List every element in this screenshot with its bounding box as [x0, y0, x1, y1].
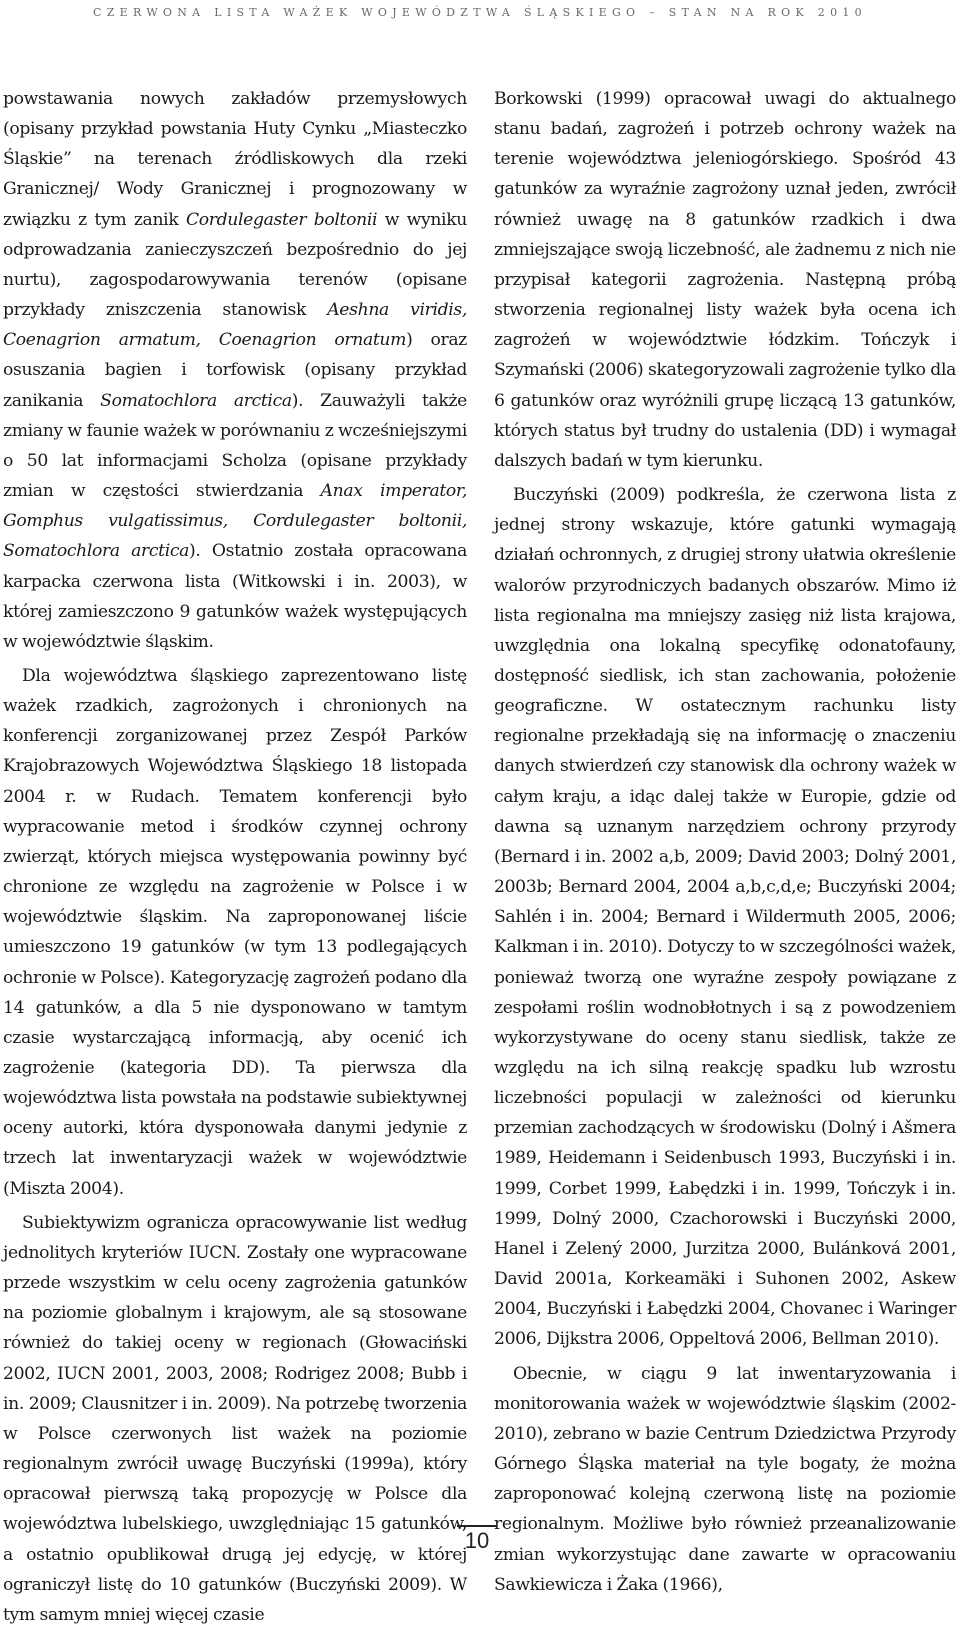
- left-column: [3, 84, 467, 1634]
- paragraph: Subiektywizm ogranicza opracowywanie list według jednolitych kryteriów IUCN. Zostały one wypracowane przede wszystkim w celu oceny zagrożenia gatunków na poziomie globalnym i krajowym, ale są stosowane również do takiej oceny w regionach (Głowaciński 2002, IUCN 2001, 2003, 2008; Rodrigez 2008; Bubb i in. 2009; Clausnitzer i in. 2009). Na potrzebę tworzenia w Polsce czerwonych list ważek na poziomie regionalnym zwrócił uwagę Buczyński (1999a), który opracował pierwszą taką propozycję w Polsce dla województwa lubelskiego, uwzględniając 15 gatunków, a ostatnio opublikował drugą jej edycję, w której ograniczył listę do 10 gatunków (Buczyński 2009). W tym samym mniej więcej czasie: [3, 1212, 467, 1625]
- page-number: 10: [464, 1528, 490, 1553]
- running-header: CZERWONA LISTA WAŻEK WOJEWÓDZTWA ŚLĄSKIEGO – STAN NA ROK 2010: [93, 6, 867, 19]
- text-run: ) oraz osuszania bagien i torfowisk (opisany przykład zanikania: [3, 330, 468, 411]
- paragraph: Obecnie, w ciągu 9 lat inwentaryzowania i monitorowania ważek w województwie śląskim (2002-2010), zebrano w bazie Centrum Dziedzictwa Przyrody Górnego Śląska materiał na tyle bogaty, że można zaproponować kolejną czerwoną listę na poziomie regionalnym. Możliwe było również przeanalizowanie zmian wykorzystując dane zawarte w opracowaniu Sawkiewicza i Żaka (1966),: [494, 1363, 956, 1595]
- paragraph: Dla województwa śląskiego zaprezentowano listę ważek rzadkich, zagrożonych i chronionych na konferencji zorganizowanej przez Zespół Parków Krajobrazowych Województwa Śląskiego 18 listopada 2004 r. w Rudach. Tematem konferencji było wypracowanie metod i środków czynnej ochrony zwierząt, których miejsca występowania powinny być chronione ze względu na zagrożenie w Polsce i w województwie śląskim. Na zaproponowanej liście umieszczono 19 gatunków (w tym 13 podlegających ochronie w Polsce). Kategoryzację zagrożeń podano dla 14 gatunków, a dla 5 nie dysponowano w tamtym czasie wystarczającą informacją, aby ocenić ich zagrożenie (kategoria DD). Ta pierwsza dla województwa lista powstała na podstawie subiektywnej oceny autorki, która dysponowała danymi jedynie z trzech lat inwentaryzacji ważek w województwie (Miszta 2004).: [3, 665, 467, 1199]
- species-name: Cordulegaster boltonii: [185, 209, 378, 230]
- species-name: Aeshna viridis, Coenagrion armatum, Coenagrion ornatum: [3, 300, 467, 351]
- right-column: [494, 84, 956, 1604]
- species-name: Somatochlora arctica: [100, 390, 292, 411]
- text-run: ). Zauważyli także zmiany w faunie ważek w porównaniu z wcześniejszymi o 50 lat informacjami Scholza (opisane przykłady zmian w częstości stwierdzania: [3, 390, 467, 502]
- text-run: w wyniku odprowadzania zanieczyszczeń bezpośrednio do jej nurtu), zagospodarowywania terenów (opisane przykłady zniszczenia stanowisk: [3, 209, 467, 321]
- paragraph: [3, 84, 467, 657]
- page-number-box: [457, 1525, 497, 1553]
- paragraph: Borkowski (1999) opracował uwagi do aktualnego stanu badań, zagrożeń i potrzeb ochrony ważek na terenie województwa jeleniogórskiego. Spośród 43 gatunków za wyraźnie zagrożony uznał jeden, zwrócił również uwagę na 8 gatunków rzadkich i dwa zmniejszające swoją liczebność, ale żadnemu z nich nie przypisał kategorii zagrożenia. Następną próbą stworzenia regionalnej listy ważek była ocena ich zagrożeń w województwie łódzkim. Tończyk i Szymański (2006) skategoryzowali zagrożenie tylko dla 6 gatunków oraz wyróżnili grupę liczącą 13 gatunków, których status był trudny do ustalenia (DD) i wymagał dalszych badań w tym kierunku.: [494, 89, 956, 471]
- text-run: powstawania nowych zakładów przemysłowych (opisany przykład powstania Huty Cynku „Miasteczko Śląskie” na terenach źródliskowych dla rzeki Granicznej/ Wody Granicznej i prognozowany w związku z tym zanik: [3, 89, 467, 230]
- species-name: Anax imperator, Gomphus vulgatissimus, Cordulegaster boltonii, Somatochlora arctica: [3, 481, 467, 562]
- paragraph: Buczyński (2009) podkreśla, że czerwona lista z jednej strony wskazuje, które gatunki wymagają działań ochronnych, z drugiej strony ułatwia określenie walorów przyrodniczych badanych obszarów. Mimo iż lista regionalna ma mniejszy zasięg niż lista krajowa, uwzględnia ona lokalną specyfikę odonatofauny, dostępność siedlisk, ich stan zachowania, położenie geograficzne. W ostatecznym rachunku listy regionalne przekładają się na informację o znaczeniu danych stwierdzeń czy stanowisk dla ochrony ważek w całym kraju, a idąc dalej także w Europie, gdzie od dawna są uznanym narzędziem ochrony przyrody (Bernard i in. 2002 a,b, 2009; David 2003; Dolný 2001, 2003b; Bernard 2004, 2004 a,b,c,d,e; Buczyński 2004; Sahlén i in. 2004; Bernard i Wildermuth 2005, 2006; Kalkman i in. 2010). Dotyczy to w szczególności ważek, ponieważ tworzą one wyraźne zespoły powiązane z zespołami roślin wodnobłotnych i są z powodzeniem wykorzystywane do oceny stanu siedlisk, także ze względu na ich silną reakcję spadku lub wzrostu liczebności populacji w zależności od kierunku przemian zachodzących w środowisku (Dolný i Ašmera 1989, Heidemann i Seidenbusch 1993, Buczyński i in. 1999, Corbet 1999, Łabędzki i in. 1999, Tończyk i in. 1999, Dolný 2000, Czachorowski i Buczyński 2000, Hanel i Zelený 2000, Jurzitza 2000, Bulánková 2001, David 2001a, Korkeamäki i Suhonen 2002, Askew 2004, Buczyński i Łabędzki 2004, Chovanec i Waringer 2006, Dijkstra 2006, Oppeltová 2006, Bellman 2010).: [494, 485, 956, 1350]
- text-run: ). Ostatnio została opracowana karpacka czerwona lista (Witkowski i in. 2003), w której zamieszczono 9 gatunków ważek występujących w województwie śląskim.: [3, 541, 467, 652]
